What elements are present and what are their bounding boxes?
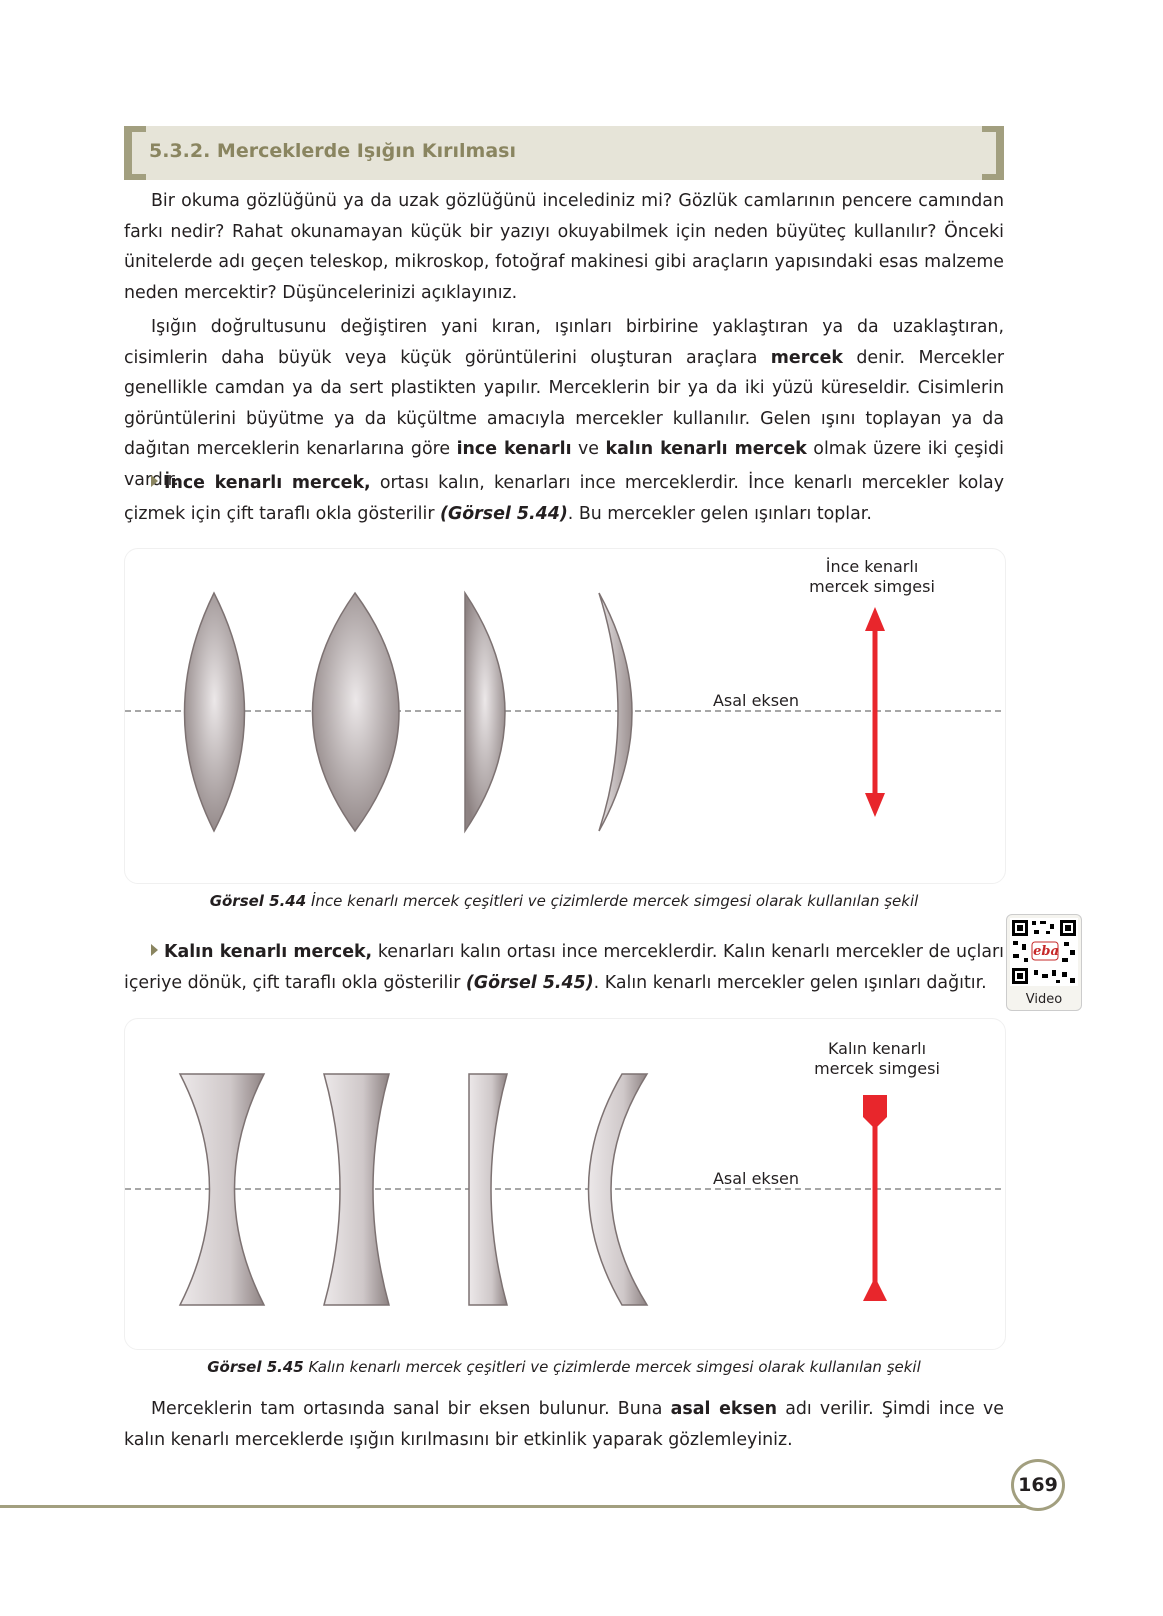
principal-axis-label: Asal eksen <box>712 1169 800 1188</box>
plano-convex-lens <box>465 593 505 831</box>
figure-diverging-lenses <box>124 1018 1006 1350</box>
arrow-down-icon <box>865 793 885 817</box>
paragraph-converging: İnce kenarlı mercek, ortası kalın, kenarları ince merceklerdir. İnce kenarlı mercekler kolay çizmek için çift taraflı okla gösterilir (Görsel 5.44). Bu mercekler gelen ışınları toplar. <box>124 473 1004 524</box>
figure-caption-5-44: Görsel 5.44 İnce kenarlı mercek çeşitleri ve çizimlerde mercek simgesi olarak kullanılan şekil <box>209 892 919 910</box>
section-title: 5.3.2. Merceklerde Işığın Kırılması <box>149 140 516 162</box>
arrow-inward-top-icon <box>863 1095 887 1129</box>
paragraph-definition: Işığın doğrultusunu değiştiren yani kıran, ışınları birbirine yaklaştıran ya da uzaklaştıran, cisimlerin daha büyük veya küçük görüntülerini oluşturan araçlara mercek denir. Mercekler genellikle camdan ya da sert plastikten yapılır. Merceklerin bir ya da iki yüzü küreseldir. Cisimlerin görüntülerini büyütme ya da küçültme amacıyla mercekler kullanılır. Gelen ışını toplayan ya da dağıtan merceklerin kenarlarına göre ince kenarlı ve kalın kenarlı mercek olmak üzere iki çeşidi vardır. <box>124 317 1004 490</box>
video-label: Video <box>1025 992 1063 1007</box>
biconcave-lens <box>180 1074 264 1305</box>
diverging-symbol-label: Kalın kenarlı mercek simgesi <box>814 1039 940 1078</box>
bullet-triangle-icon <box>151 944 158 956</box>
bullet-triangle-icon <box>151 475 158 487</box>
converging-symbol-label: İnce kenarlı mercek simgesi <box>809 557 935 596</box>
biconvex-lens <box>185 593 245 831</box>
footer-rule <box>0 1505 1030 1508</box>
figure-caption-5-45: Görsel 5.45 Kalın kenarlı mercek çeşitleri ve çizimlerde mercek simgesi olarak kullanılan şekil <box>207 1358 921 1376</box>
qr-video-link[interactable] <box>1006 914 1082 1011</box>
eba-logo: eba <box>1033 944 1059 959</box>
arrow-up-icon <box>865 607 885 631</box>
arrow-inward-bottom-icon <box>863 1277 887 1301</box>
bracket-right <box>982 126 1004 180</box>
converging-lens-diagram <box>125 549 1005 883</box>
plano-concave-lens <box>469 1074 507 1305</box>
paragraph-diverging: Kalın kenarlı mercek, kenarları kalın ortası ince merceklerdir. Kalın kenarlı mercekler de uçları içeriye dönük, çift taraflı okla gösterilir (Görsel 5.45). Kalın kenarlı mercekler gelen ışınları dağıtır. <box>124 942 1004 993</box>
paragraph-intro: Bir okuma gözlüğünü ya da uzak gözlüğünü incelediniz mi? Gözlük camlarının pencere camından farkı nedir? Rahat okunamayan küçük bir yazıyı okuyabilmek için neden büyüteç kullanılır? Önceki ünitelerde adı geçen teleskop, mikroskop, fotoğraf makinesi gibi araçların yapısındaki esas malzeme neden mercektir? Düşüncelerinizi açıklayınız. <box>124 191 1004 303</box>
biconvex-lens-large <box>313 593 400 831</box>
meniscus-convex-lens <box>599 593 632 831</box>
bracket-left <box>124 126 146 180</box>
section-heading <box>124 126 1004 180</box>
principal-axis-label: Asal eksen <box>712 691 800 710</box>
paragraph-principal-axis: Merceklerin tam ortasında sanal bir eksen bulunur. Buna asal eksen adı verilir. Şimdi ince ve kalın kenarlı merceklerde ışığın kırılmasını bir etkinlik yaparak gözlemleyiniz. <box>124 1399 1004 1450</box>
figure-converging-lenses <box>124 548 1006 884</box>
page-number: 169 <box>1011 1459 1065 1511</box>
